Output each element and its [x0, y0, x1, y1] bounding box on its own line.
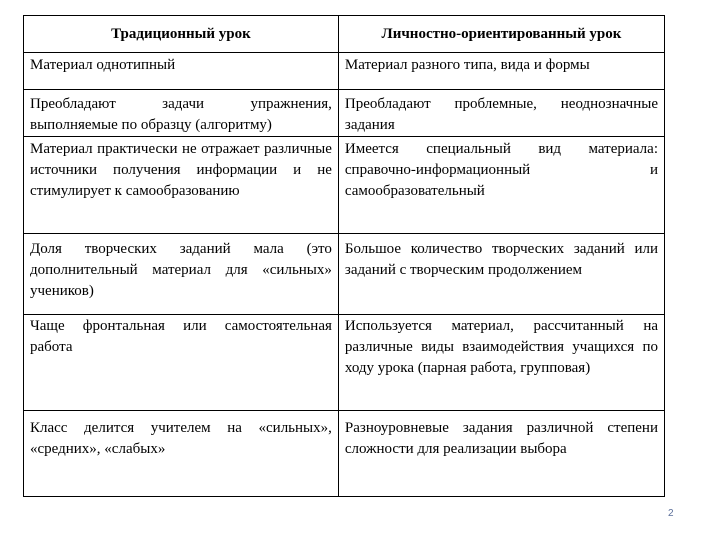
table-header-row	[24, 16, 665, 53]
table-row	[24, 411, 665, 497]
student-centered-cell: Разноуровневые задания различной степени сложности для реализации выбора	[338, 411, 664, 497]
header-traditional-lesson: Традиционный урок	[24, 16, 339, 53]
student-centered-cell: Используется материал, рассчитанный на различные виды взаимодействия учащихся по ходу урока (парная работа, групповая)	[338, 315, 664, 411]
traditional-cell: Доля творческих заданий мала (это дополнительный материал для «сильных» учеников)	[24, 234, 339, 315]
student-centered-cell: Большое количество творческих заданий или заданий с творческим продолжением	[338, 234, 664, 315]
traditional-cell: Преобладают задачи упражнения, выполняемые по образцу (алгоритму)	[24, 90, 339, 137]
traditional-cell: Чаще фронтальная или самостоятельная работа	[24, 315, 339, 411]
table-row	[24, 234, 665, 315]
student-centered-cell: Имеется специальный вид материала: справочно-информационный и самообразовательный	[338, 137, 664, 234]
student-centered-cell: Материал разного типа, вида и формы	[338, 53, 664, 90]
traditional-cell: Материал однотипный	[24, 53, 339, 90]
table-row	[24, 90, 665, 137]
comparison-table	[23, 15, 665, 497]
table-row	[24, 53, 665, 90]
traditional-cell: Класс делится учителем на «сильных», «средних», «слабых»	[24, 411, 339, 497]
table-row	[24, 315, 665, 411]
page-number: 2	[668, 508, 674, 519]
table-row	[24, 137, 665, 234]
student-centered-cell: Преобладают проблемные, неоднозначные задания	[338, 90, 664, 137]
traditional-cell: Материал практически не отражает различные источники получения информации и не стимулирует к самообразованию	[24, 137, 339, 234]
header-student-centered-lesson: Личностно-ориентированный урок	[338, 16, 664, 53]
